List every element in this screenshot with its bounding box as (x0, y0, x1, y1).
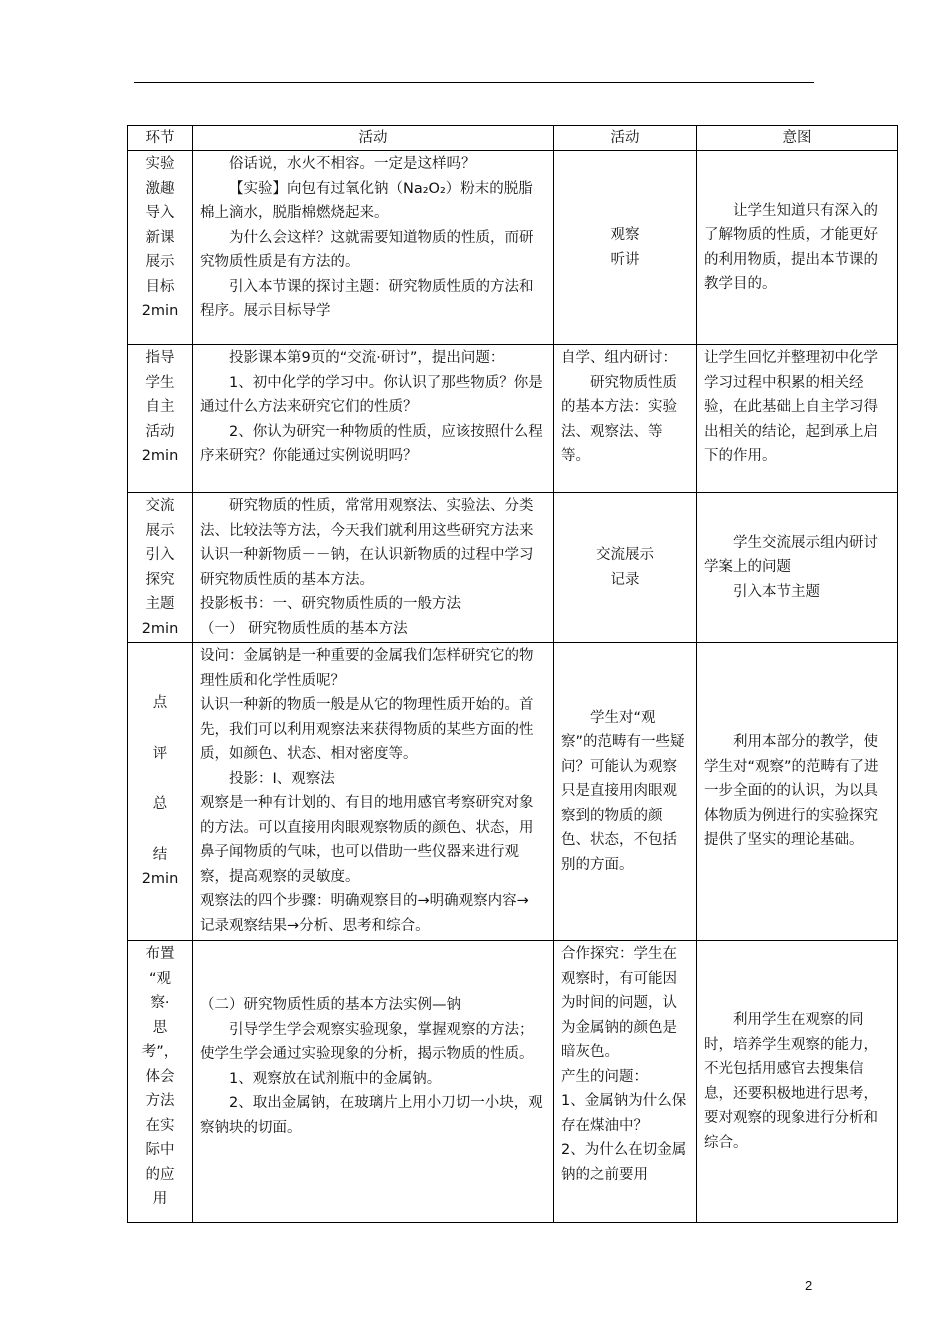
header-stage: 环节 (128, 126, 193, 151)
stage-line: 学生 (145, 374, 175, 391)
stage-line: 实验 (145, 156, 175, 172)
paragraph: 研究物质的性质，常常用观察法、实验法、分类法、比较法等方法，今天我们就利用这些研究方法来认识一种新物质－－钠，在认识新物质的过程中学习研究物质性质的基本方法。 (200, 498, 534, 588)
stage-line: 用 (152, 1191, 168, 1207)
header-intent: 意图 (697, 126, 898, 151)
paragraph: 投影板书：一、研究物质性质的一般方法 (200, 596, 461, 612)
stage-line: 新课 (145, 229, 175, 246)
paragraph: 1、金属钠为什么保存在煤油中？ (561, 1093, 687, 1134)
stage-line: 交流 (145, 498, 175, 514)
paragraph: 学生对“观察”的范畴有一些疑问？可能认为观察只是直接用肉眼观察到的物质的颜色、状态，不包括别的方面。 (561, 709, 685, 873)
paragraph: 观察 (610, 227, 640, 243)
stage-line: 点 (152, 695, 168, 712)
stage-line: 考”， (141, 1044, 179, 1060)
stage-line: 2min (141, 303, 179, 319)
paragraph: 1、初中化学的学习中。你认识了那些物质？你是通过什么方法来研究它们的性质？ (200, 374, 543, 415)
stage-line: 方法 (145, 1093, 175, 1109)
stage-line: 体会 (145, 1068, 175, 1085)
stage-cell (128, 345, 193, 493)
student-activity-cell (554, 941, 697, 1223)
paragraph: 俗话说，水火不相容。一定是这样吗？ (229, 156, 476, 172)
stage-line: 思 (152, 1019, 168, 1036)
student-activity-cell (554, 643, 697, 941)
paragraph: 自学、组内研讨： (561, 350, 677, 366)
intent-cell (697, 345, 898, 493)
stage-line: 总 (152, 796, 168, 813)
stage-line: “观 (148, 970, 171, 987)
paragraph: 记录 (610, 571, 640, 588)
stage-line: 察· (150, 995, 170, 1011)
intent-cell (697, 643, 898, 941)
stage-cell (128, 643, 193, 941)
teacher-activity-cell (193, 493, 554, 643)
stage-cell (128, 151, 193, 345)
header-teacher-activity: 活动 (193, 126, 554, 151)
stage-line: 在实 (145, 1117, 175, 1134)
paragraph: 利用本部分的教学，使学生对“观察”的范畴有了进一步全面的的认识，为以具体物质为例进行的实验探究提供了坚实的理论基础。 (704, 734, 879, 849)
stage-line: 目标 (145, 278, 175, 295)
paragraph: 产生的问题： (561, 1068, 648, 1085)
paragraph: 观察是一种有计划的、有目的地用感官考察研究对象的方法。可以直接用肉眼观察物质的颜色、状态，用鼻子闻物质的气味，也可以借助一些仪器来进行观察，提高观察的灵敏度。 (200, 795, 534, 885)
table-row (128, 643, 898, 941)
stage-line: 展示 (145, 254, 175, 270)
paragraph: 让学生知道只有深入的了解物质的性质，才能更好的利用物质，提出本节课的教学目的。 (704, 202, 878, 292)
student-activity-cell (554, 151, 697, 345)
paragraph: 1、观察放在试剂瓶中的金属钠。 (229, 1070, 442, 1087)
stage-line: 展示 (145, 522, 175, 539)
paragraph: （二）研究物质性质的基本方法实例—钠 (200, 997, 461, 1013)
paragraph: 设问：金属钠是一种重要的金属我们怎样研究它的物理性质和化学性质呢？ (200, 648, 534, 689)
intent-cell (697, 493, 898, 643)
student-activity-cell (554, 345, 697, 493)
paragraph: 学生交流展示组内研讨学案上的问题 (704, 534, 878, 576)
header-student-activity: 活动 (554, 126, 697, 151)
paragraph: 合作探究：学生在观察时，有可能因为时间的问题，认为金属钠的颜色是暗灰色。 (561, 946, 677, 1060)
stage-line: 探究 (145, 571, 175, 588)
stage-line: 2min (141, 871, 179, 888)
table-header-row (128, 126, 898, 151)
stage-line: 引入 (145, 547, 175, 563)
stage-line: 主题 (145, 596, 175, 612)
teacher-activity-cell (193, 345, 554, 493)
paragraph: 引导学生学会观察实验现象，掌握观察的方法；使学生学会通过实验现象的分析，揭示物质的性质。 (200, 1021, 534, 1062)
paragraph: 投影课本第9页的“交流·研讨”，提出问题： (229, 350, 505, 366)
intent-cell (697, 151, 898, 345)
teacher-activity-cell (193, 643, 554, 941)
stage-line: 际中 (145, 1142, 175, 1158)
stage-cell (128, 941, 193, 1223)
table-row (128, 345, 898, 493)
header-rule (134, 82, 814, 83)
stage-line: 激趣 (145, 180, 175, 197)
teacher-activity-cell (193, 941, 554, 1223)
paragraph: 交流展示 (596, 547, 654, 563)
stage-cell (128, 493, 193, 643)
paragraph: 听讲 (610, 251, 640, 268)
paragraph: 2、为什么在切金属钠的之前要用 (561, 1142, 687, 1183)
teacher-activity-cell (193, 151, 554, 345)
table-row (128, 151, 898, 345)
paragraph: 2、你认为研究一种物质的性质，应该按照什么程序来研究？你能通过实例说明吗？ (200, 423, 543, 464)
stage-line: 指导 (145, 350, 175, 366)
stage-line: 布置 (145, 946, 175, 962)
table-row (128, 493, 898, 643)
paragraph: 利用学生在观察的同时，培养学生观察的能力，不光包括用感官去搜集信息，还要积极地进行思考，要对观察的现象进行分析和综合。 (704, 1012, 878, 1151)
stage-line: 活动 (145, 423, 175, 440)
paragraph: 引入本节课的探讨主题：研究物质性质的方法和程序。展示目标导学 (200, 278, 534, 319)
lesson-plan-table (127, 125, 898, 1223)
page-number: 2 (805, 1278, 813, 1293)
stage-line: 结 (152, 846, 168, 863)
stage-line: 的应 (145, 1166, 175, 1183)
paragraph: 【实验】向包有过氧化钠（Na₂O₂）粉末的脱脂棉上滴水，脱脂棉燃烧起来。 (200, 180, 533, 221)
paragraph: 认识一种新的物质一般是从它的物理性质开始的。首先，我们可以利用观察法来获得物质的某些方面的性质，如颜色、状态、相对密度等。 (200, 697, 534, 762)
paragraph: 2、取出金属钠，在玻璃片上用小刀切一小块，观察钠块的切面。 (200, 1095, 543, 1136)
stage-line: 2min (141, 620, 179, 637)
paragraph: 让学生回忆并整理初中化学学习过程中积累的相关经验，在此基础上自主学习得出相关的结论，起到承上启下的作用。 (704, 350, 878, 464)
table-row (128, 941, 898, 1223)
paragraph: （一） 研究物质性质的基本方法 (200, 620, 408, 637)
stage-line: 评 (152, 745, 168, 762)
paragraph: 投影：I、观察法 (229, 770, 335, 787)
intent-cell (697, 941, 898, 1223)
paragraph: 观察法的四个步骤：明确观察目的→明确观察内容→ 记录观察结果→分析、思考和综合。 (200, 893, 529, 934)
paragraph: 研究物质性质的基本方法：实验法、观察法、等等。 (561, 374, 677, 464)
student-activity-cell (554, 493, 697, 643)
stage-line: 导入 (145, 205, 175, 221)
paragraph: 为什么会这样？这就需要知道物质的性质，而研究物质性质是有方法的。 (200, 229, 534, 270)
paragraph: 引入本节主题 (733, 583, 820, 600)
stage-line: 2min (141, 448, 179, 464)
stage-line: 自主 (145, 399, 175, 415)
